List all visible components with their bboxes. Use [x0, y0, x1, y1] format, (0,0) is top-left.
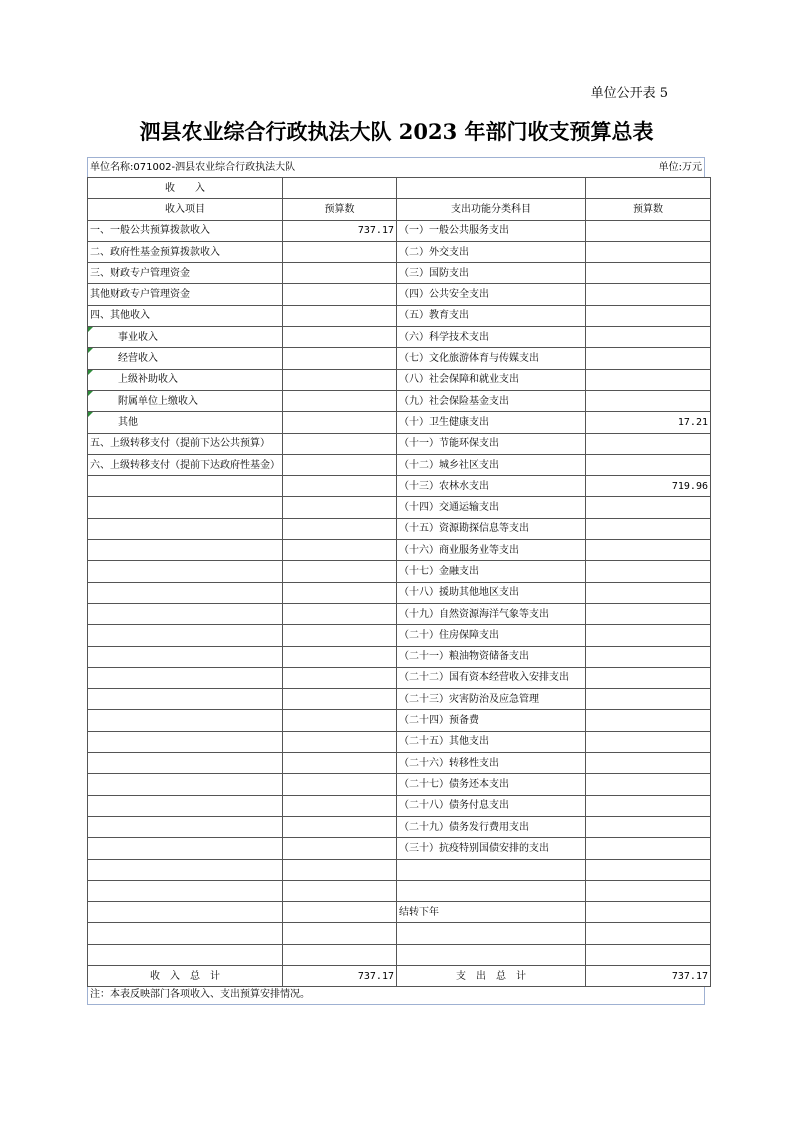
expense-value-cell	[586, 327, 711, 348]
income-value-cell	[283, 880, 397, 901]
income-item-cell	[88, 923, 283, 944]
table-row	[88, 476, 711, 497]
totals-row	[88, 965, 711, 986]
income-value-cell	[283, 412, 397, 433]
income-value-cell	[283, 390, 397, 411]
income-item-cell: 经营收入	[88, 348, 283, 369]
income-item-cell: 其他	[88, 412, 283, 433]
expense-item-cell: （八）社会保障和就业支出	[397, 369, 586, 390]
expense-value-cell	[586, 795, 711, 816]
expense-item-cell: （九）社会保险基金支出	[397, 390, 586, 411]
table-row	[88, 582, 711, 603]
expense-value-cell	[586, 667, 711, 688]
income-item-cell	[88, 625, 283, 646]
expense-item-cell: （十四）交通运输支出	[397, 497, 586, 518]
expense-item-cell: （十九）自然资源海洋气象等支出	[397, 603, 586, 624]
expense-value-cell	[586, 284, 711, 305]
table-row	[88, 667, 711, 688]
income-item-cell	[88, 646, 283, 667]
expense-value-cell	[586, 582, 711, 603]
expense-value-cell	[586, 923, 711, 944]
expense-item-cell: （二十九）债务发行费用支出	[397, 816, 586, 837]
table-row	[88, 838, 711, 859]
table-row	[88, 497, 711, 518]
expense-value-cell	[586, 625, 711, 646]
income-item-cell	[88, 540, 283, 561]
expense-value-cell	[586, 540, 711, 561]
expense-value-cell	[586, 220, 711, 241]
table-row	[88, 412, 711, 433]
table-row	[88, 284, 711, 305]
expense-item-cell: （二十二）国有资本经营收入安排支出	[397, 667, 586, 688]
expense-item-cell: （二十六）转移性支出	[397, 753, 586, 774]
page-title: 泗县农业综合行政执法大队 2023 年部门收支预算总表	[139, 119, 654, 144]
expense-value-cell	[586, 944, 711, 965]
income-item-cell	[88, 731, 283, 752]
expense-item-cell: （二十五）其他支出	[397, 731, 586, 752]
expense-value-cell	[586, 263, 711, 284]
income-value-cell	[283, 561, 397, 582]
expense-item-cell: 结转下年	[397, 902, 586, 923]
expense-value-cell	[586, 838, 711, 859]
expense-item-cell: （二十四）预备费	[397, 710, 586, 731]
expense-value-cell: 719.96	[586, 476, 711, 497]
expense-item-cell: （十二）城乡社区支出	[397, 454, 586, 475]
table-row	[88, 710, 711, 731]
income-value-cell	[283, 263, 397, 284]
expense-item-cell	[397, 859, 586, 880]
income-item-cell: 四、其他收入	[88, 305, 283, 326]
income-budget-header: 预算数	[283, 199, 397, 220]
income-value-cell: 737.17	[283, 220, 397, 241]
header-blank-cell	[586, 178, 711, 199]
expense-item-cell: （十）卫生健康支出	[397, 412, 586, 433]
expense-value-cell	[586, 774, 711, 795]
income-value-cell	[283, 838, 397, 859]
expense-item-cell: （十八）援助其他地区支出	[397, 582, 586, 603]
income-value-cell	[283, 476, 397, 497]
income-value-cell	[283, 603, 397, 624]
table-row	[88, 390, 711, 411]
expense-item-cell: （三十）抗疫特别国债安排的支出	[397, 838, 586, 859]
header-row	[88, 199, 711, 220]
expense-item-cell	[397, 923, 586, 944]
expense-item-cell: （十六）商业服务业等支出	[397, 540, 586, 561]
table-row	[88, 518, 711, 539]
header-blank-cell	[283, 178, 397, 199]
table-row	[88, 603, 711, 624]
expense-value-cell	[586, 859, 711, 880]
income-item-cell: 事业收入	[88, 327, 283, 348]
expense-item-cell: （十一）节能环保支出	[397, 433, 586, 454]
expense-item-cell: （二）外交支出	[397, 241, 586, 262]
table-row	[88, 795, 711, 816]
expense-total-value: 737.17	[586, 965, 711, 986]
income-value-cell	[283, 625, 397, 646]
income-value-cell	[283, 582, 397, 603]
income-value-cell	[283, 433, 397, 454]
table-row	[88, 880, 711, 901]
table-row	[88, 220, 711, 241]
table-row	[88, 433, 711, 454]
income-item-cell: 附属单位上缴收入	[88, 390, 283, 411]
unit-label: 单位:万元	[658, 162, 702, 173]
expense-item-cell: （六）科学技术支出	[397, 327, 586, 348]
income-value-cell	[283, 774, 397, 795]
expense-value-cell	[586, 880, 711, 901]
expense-value-cell	[586, 646, 711, 667]
income-item-cell: 一、一般公共预算拨款收入	[88, 220, 283, 241]
table-row	[88, 646, 711, 667]
table-row	[88, 944, 711, 965]
expense-item-cell: （一）一般公共服务支出	[397, 220, 586, 241]
unit-name: 单位名称:071002-泗县农业综合行政执法大队	[90, 162, 296, 173]
income-value-cell	[283, 305, 397, 326]
expense-item-cell: （七）文化旅游体育与传媒支出	[397, 348, 586, 369]
income-item-cell	[88, 838, 283, 859]
income-value-cell	[283, 327, 397, 348]
expense-item-cell: （十七）金融支出	[397, 561, 586, 582]
income-item-cell	[88, 561, 283, 582]
income-value-cell	[283, 944, 397, 965]
expense-item-cell: （四）公共安全支出	[397, 284, 586, 305]
expense-value-cell	[586, 454, 711, 475]
table-row	[88, 753, 711, 774]
header-blank-cell	[397, 178, 586, 199]
income-value-cell	[283, 859, 397, 880]
income-value-cell	[283, 795, 397, 816]
table-row	[88, 731, 711, 752]
income-value-cell	[283, 902, 397, 923]
expense-value-cell	[586, 731, 711, 752]
table-row	[88, 816, 711, 837]
table-row	[88, 327, 711, 348]
expense-total-label: 支 出 总 计	[397, 965, 586, 986]
income-value-cell	[283, 646, 397, 667]
income-item-header: 收入项目	[88, 199, 283, 220]
income-value-cell	[283, 518, 397, 539]
expense-value-cell	[586, 689, 711, 710]
table-number: 单位公开表 5	[590, 86, 668, 101]
expense-value-cell	[586, 497, 711, 518]
income-item-cell	[88, 710, 283, 731]
income-item-cell	[88, 753, 283, 774]
table-row	[88, 923, 711, 944]
income-total-label: 收 入 总 计	[88, 965, 283, 986]
expense-item-cell: （十五）资源勘探信息等支出	[397, 518, 586, 539]
income-value-cell	[283, 753, 397, 774]
expense-item-cell	[397, 880, 586, 901]
income-value-cell	[283, 689, 397, 710]
income-value-cell	[283, 816, 397, 837]
table-row	[88, 774, 711, 795]
budget-table	[87, 177, 711, 987]
income-total-value: 737.17	[283, 965, 397, 986]
expense-value-cell	[586, 561, 711, 582]
income-item-cell	[88, 667, 283, 688]
expense-item-cell: （二十一）粮油物资储备支出	[397, 646, 586, 667]
income-item-cell	[88, 795, 283, 816]
income-value-cell	[283, 241, 397, 262]
table-row	[88, 689, 711, 710]
income-value-cell	[283, 710, 397, 731]
expense-item-cell: （五）教育支出	[397, 305, 586, 326]
unit-info-row	[87, 157, 705, 177]
expense-item-cell: （二十）住房保障支出	[397, 625, 586, 646]
table-row	[88, 305, 711, 326]
income-group-header: 收 入	[88, 178, 283, 199]
expense-item-cell: （二十七）债务还本支出	[397, 774, 586, 795]
income-item-cell	[88, 880, 283, 901]
table-row	[88, 902, 711, 923]
income-item-cell	[88, 582, 283, 603]
expense-item-cell: （二十三）灾害防治及应急管理	[397, 689, 586, 710]
header-group-row	[88, 178, 711, 199]
table-row	[88, 540, 711, 561]
expense-item-cell	[397, 944, 586, 965]
income-item-cell	[88, 859, 283, 880]
table-row	[88, 241, 711, 262]
income-item-cell	[88, 689, 283, 710]
expense-item-cell: （三）国防支出	[397, 263, 586, 284]
expense-value-cell	[586, 241, 711, 262]
table-row	[88, 369, 711, 390]
income-item-cell	[88, 944, 283, 965]
expense-item-cell: （十三）农林水支出	[397, 476, 586, 497]
income-item-cell	[88, 497, 283, 518]
expense-value-cell	[586, 369, 711, 390]
expense-value-cell: 17.21	[586, 412, 711, 433]
income-item-cell: 其他财政专户管理资金	[88, 284, 283, 305]
table-note: 注：本表反映部门各项收入、支出预算安排情况。	[87, 987, 705, 1005]
income-value-cell	[283, 497, 397, 518]
expense-value-cell	[586, 753, 711, 774]
expense-value-cell	[586, 816, 711, 837]
income-value-cell	[283, 540, 397, 561]
expense-value-cell	[586, 348, 711, 369]
income-item-cell	[88, 816, 283, 837]
income-value-cell	[283, 369, 397, 390]
income-item-cell	[88, 476, 283, 497]
income-item-cell: 二、政府性基金预算拨款收入	[88, 241, 283, 262]
table-row	[88, 859, 711, 880]
expense-value-cell	[586, 902, 711, 923]
income-value-cell	[283, 284, 397, 305]
income-item-cell	[88, 603, 283, 624]
expense-value-cell	[586, 305, 711, 326]
income-item-cell	[88, 518, 283, 539]
expense-value-cell	[586, 710, 711, 731]
income-item-cell	[88, 902, 283, 923]
income-item-cell	[88, 774, 283, 795]
table-row	[88, 263, 711, 284]
table-row	[88, 561, 711, 582]
income-item-cell: 上级补助收入	[88, 369, 283, 390]
expense-value-cell	[586, 518, 711, 539]
expense-item-cell: （二十八）债务付息支出	[397, 795, 586, 816]
income-value-cell	[283, 348, 397, 369]
table-row	[88, 625, 711, 646]
income-value-cell	[283, 923, 397, 944]
income-item-cell: 三、财政专户管理资金	[88, 263, 283, 284]
expense-value-cell	[586, 390, 711, 411]
table-row	[88, 454, 711, 475]
expense-item-header: 支出功能分类科目	[397, 199, 586, 220]
table-row	[88, 348, 711, 369]
expense-value-cell	[586, 433, 711, 454]
expense-value-cell	[586, 603, 711, 624]
expense-budget-header: 预算数	[586, 199, 711, 220]
income-item-cell: 六、上级转移支付（提前下达政府性基金）	[88, 454, 283, 475]
income-value-cell	[283, 667, 397, 688]
income-value-cell	[283, 731, 397, 752]
income-value-cell	[283, 454, 397, 475]
income-item-cell: 五、上级转移支付（提前下达公共预算）	[88, 433, 283, 454]
